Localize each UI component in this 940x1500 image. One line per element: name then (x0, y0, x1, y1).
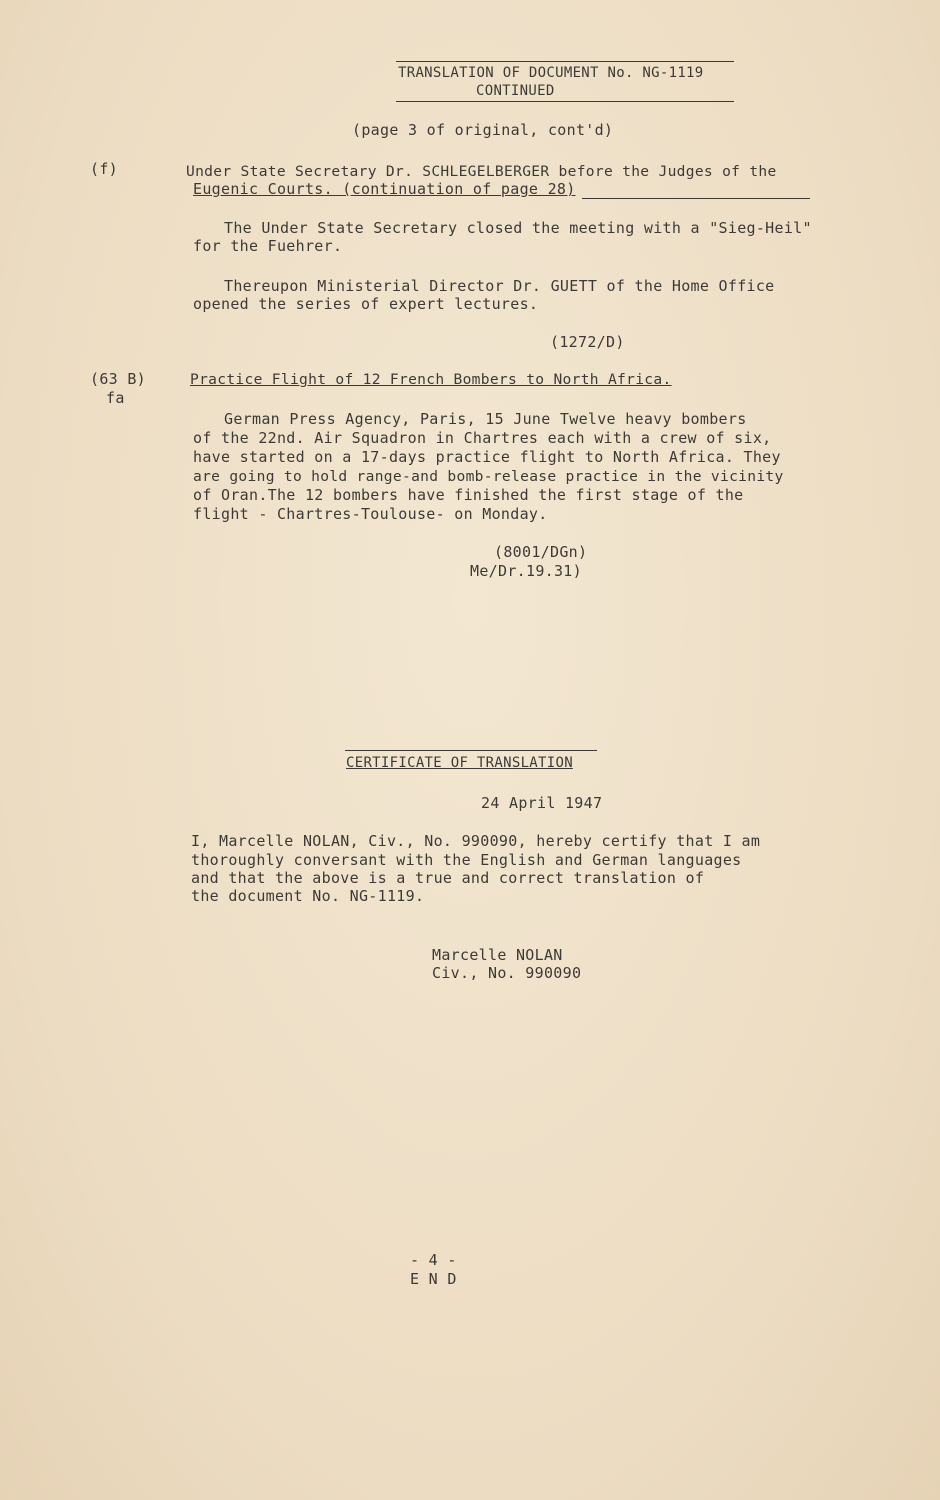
section-f-para1-line2: for the Fuehrer. (193, 237, 343, 255)
signature-name: Marcelle NOLAN (432, 946, 563, 964)
section-63b-heading: Practice Flight of 12 French Bombers to North Africa. (190, 371, 672, 388)
section-63b-reference: (8001/DGn) (494, 543, 588, 561)
section-63b-reference-sub: Me/Dr.19.31) (470, 562, 582, 580)
certificate-body-line1: I, Marcelle NOLAN, Civ., No. 990090, hereby certify that I am (191, 832, 761, 850)
document-title: TRANSLATION OF DOCUMENT No. NG-1119 (398, 65, 704, 81)
section-63b-para-line6: flight - Chartres-Toulouse- on Monday. (193, 505, 548, 523)
page-reference: (page 3 of original, cont'd) (352, 121, 614, 139)
section-f-heading-line1: Under State Secretary Dr. SCHLEGELBERGER before the Judges of the (186, 163, 777, 180)
certificate-top-rule (345, 750, 597, 751)
certificate-body-line4: the document No. NG-1119. (191, 887, 425, 905)
section-63b-para-line5: of Oran.The 12 bombers have finished the first stage of the (193, 486, 744, 504)
certificate-body-line3: and that the above is a true and correct translation of (191, 869, 705, 887)
end-marker: E N D (410, 1270, 457, 1288)
header-top-rule (396, 61, 734, 62)
section-f-para1-line1: The Under State Secretary closed the meeting with a "Sieg-Heil" (224, 219, 812, 237)
section-f-reference: (1272/D) (550, 333, 625, 351)
section-63b-para-line3: have started on a 17-days practice flight to North Africa. They (193, 448, 781, 466)
section-63b-para-line4: are going to hold range-and bomb-release practice in the vicinity (193, 468, 784, 485)
certificate-date: 24 April 1947 (481, 794, 603, 812)
section-f-heading-line2: Eugenic Courts. (continuation of page 28) (193, 180, 576, 198)
section-f-para2-line2: opened the series of expert lectures. (193, 295, 539, 313)
signature-id: Civ., No. 990090 (432, 964, 582, 982)
header-bottom-rule (396, 101, 734, 102)
document-title-continued: CONTINUED (476, 83, 555, 99)
section-f-para2-line1: Thereupon Ministerial Director Dr. GUETT of the Home Office (224, 277, 775, 295)
section-marker-63b-sub: fa (106, 389, 125, 407)
certificate-title: CERTIFICATE OF TRANSLATION (346, 755, 573, 771)
certificate-body-line2: thoroughly conversant with the English and German languages (191, 851, 742, 869)
section-f-heading-rule (582, 198, 810, 199)
section-63b-para-line2: of the 22nd. Air Squadron in Chartres each with a crew of six, (193, 429, 772, 447)
section-marker-f: (f) (90, 160, 118, 178)
section-marker-63b: (63 B) (90, 370, 146, 388)
page-number: - 4 - (410, 1251, 457, 1269)
section-63b-para-line1: German Press Agency, Paris, 15 June Twelve heavy bombers (224, 410, 747, 428)
